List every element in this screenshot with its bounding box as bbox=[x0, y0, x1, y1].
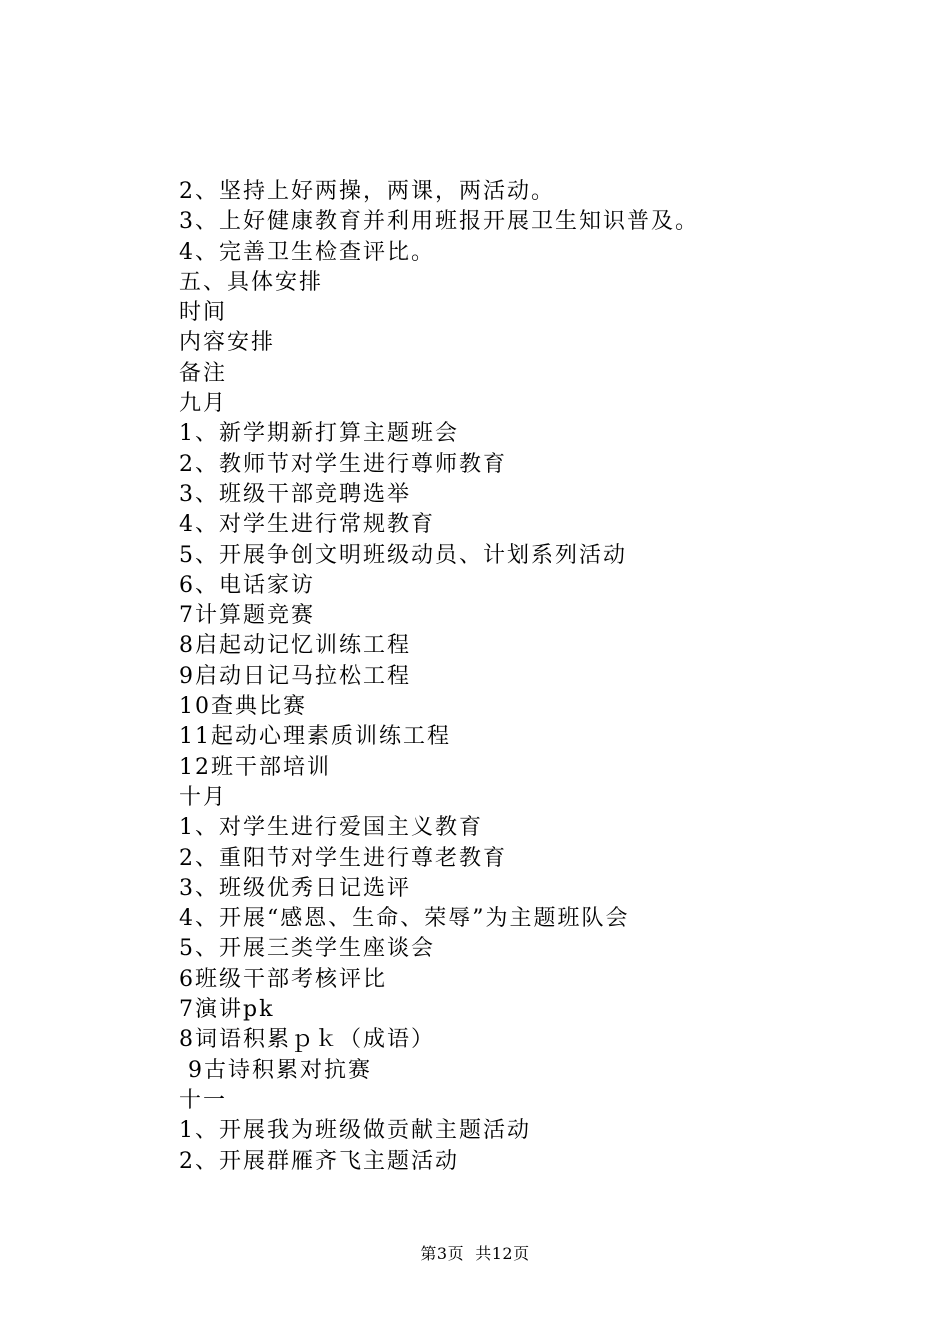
month-label: 十一 bbox=[179, 1087, 228, 1113]
text-line: 4、对学生进行常规教育 bbox=[179, 512, 435, 538]
month-label: 九月 bbox=[179, 391, 228, 417]
text-line: 3、班级优秀日记选评 bbox=[179, 875, 411, 901]
section-heading: 五、具体安排 bbox=[179, 269, 324, 295]
text-line: 9古诗积累对抗赛 bbox=[179, 1057, 372, 1083]
document-body bbox=[179, 177, 899, 1177]
text-line: 10查典比赛 bbox=[179, 694, 307, 720]
text-line: 2、开展群雁齐飞主题活动 bbox=[179, 1148, 459, 1174]
text-line: 7计算题竞赛 bbox=[179, 603, 315, 629]
text-line: 1、对学生进行爱国主义教育 bbox=[179, 815, 483, 841]
text-line: 6、电话家访 bbox=[179, 572, 315, 598]
text-line: 2、坚持上好两操，两课，两活动。 bbox=[179, 179, 555, 204]
text-line: 4、开展“感恩、生命、荣辱”为主题班队会 bbox=[179, 906, 630, 932]
text-line: 内容安排 bbox=[179, 330, 276, 356]
text-line: 8词语积累ｐｋ（成语） bbox=[179, 1027, 435, 1053]
text-line: 5、开展三类学生座谈会 bbox=[179, 936, 435, 962]
text-line: 备注 bbox=[179, 360, 228, 386]
text-line: 3、上好健康教育并利用班报开展卫生知识普及。 bbox=[179, 209, 699, 235]
text-line: 3、班级干部竞聘选举 bbox=[179, 481, 411, 507]
text-line: 9启动日记马拉松工程 bbox=[179, 663, 411, 689]
text-line: 11起动心理素质训练工程 bbox=[179, 724, 451, 750]
page-footer: 第3页 共12页 bbox=[420, 1244, 530, 1263]
text-line: 时间 bbox=[179, 300, 228, 326]
text-line: 7演讲pk bbox=[179, 997, 275, 1023]
text-line: 6班级干部考核评比 bbox=[179, 966, 387, 992]
text-line: 1、开展我为班级做贡献主题活动 bbox=[179, 1118, 531, 1144]
month-label: 十月 bbox=[179, 784, 228, 810]
text-line: 4、完善卫生检查评比。 bbox=[179, 239, 435, 265]
text-line: 12班干部培训 bbox=[179, 754, 331, 780]
text-line: 5、开展争创文明班级动员、计划系列活动 bbox=[179, 542, 627, 568]
text-line: 8启起动记忆训练工程 bbox=[179, 633, 411, 659]
text-line: 1、新学期新打算主题班会 bbox=[179, 421, 459, 447]
text-line: 2、重阳节对学生进行尊老教育 bbox=[179, 845, 507, 871]
text-line: 2、教师节对学生进行尊师教育 bbox=[179, 451, 507, 477]
